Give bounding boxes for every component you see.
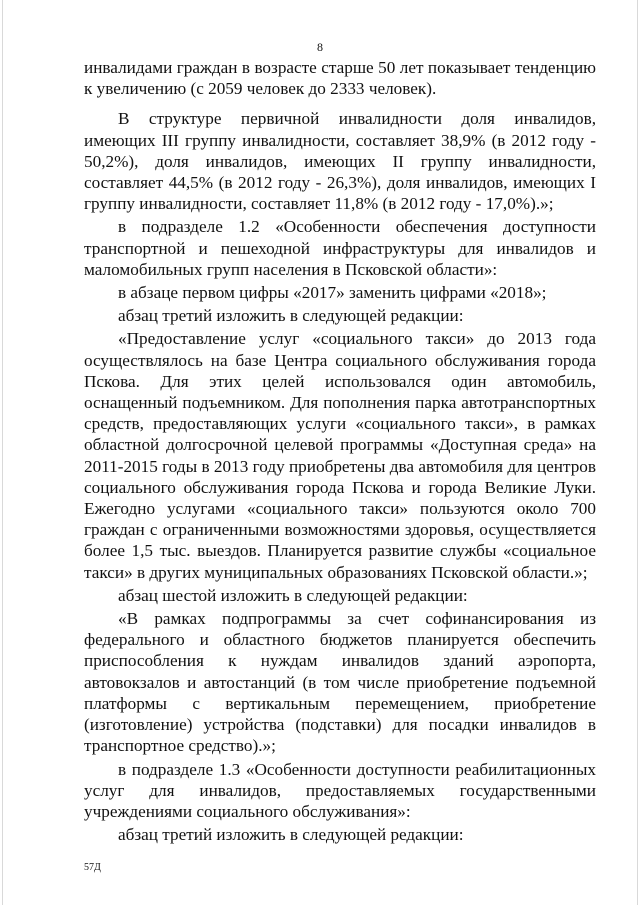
page-number: 8 — [317, 40, 323, 54]
paragraph-4: в абзаце первом цифры «2017» заменить цифрами «2018»; — [118, 283, 547, 303]
paragraph-2: В структуре первичной инвалидности доля инвалидов, имеющих III группу инвалидности, составляет 38,9% (в 2012 году - 50,2%), доля инвалидов, имеющих II группу инвалидности, составляет 44,5% (в 2012 году - 26,3%), доля инвалидов, имеющих I группу инвалидности, составляет 11,8% (в 2012 году - 17,0%).»; — [84, 109, 596, 214]
paragraph-10: абзац третий изложить в следующей редакции: — [118, 825, 464, 845]
scan-left-edge — [2, 0, 3, 905]
paragraph-5: абзац третий изложить в следующей редакции: — [118, 306, 464, 326]
footer-code: 57Д — [84, 862, 101, 873]
paragraph-7: абзац шестой изложить в следующей редакции: — [118, 585, 468, 605]
scan-right-edge — [637, 0, 638, 905]
paragraph-1: инвалидами граждан в возрасте старше 50 лет показывает тенденцию к увеличению (с 2059 человек до 2333 человек). — [84, 58, 596, 99]
paragraph-8: «В рамках подпрограммы за счет софинансирования из федерального и областного бюджетов планируется обеспечить приспособления к нуждам инвалидов зданий аэропорта, автовокзалов и автостанций (в том числе приобретение подъемной платформы с вертикальным перемещением, приобретение (изготовление) устройства (подставки) для посадки инвалидов в транспортное средство).»; — [84, 609, 596, 756]
paragraph-9: в подразделе 1.3 «Особенности доступности реабилитационных услуг для инвалидов, предоставляемых государственными учреждениями социального обслуживания»: — [84, 759, 596, 821]
document-body — [84, 57, 596, 845]
paragraph-6: «Предоставление услуг «социального такси» до 2013 года осуществлялось на базе Центра социального обслуживания города Пскова. Для этих целей использовался один автомобиль, оснащенный подъемником. Для пополнения парка автотранспортных средств, предоставляющих услуги «социального такси», в рамках областной долгосрочной целевой программы «Доступная среда» на 2011-2015 годы в 2013 году приобретены два автомобиля для центров социального обслуживания города Пскова и города Великие Луки. Ежегодно услугами «социального такси» пользуются около 700 граждан с ограниченными возможностями здоровья, осуществляется более 1,5 тыс. выездов. Планируется развитие службы «социальное такси» в других муниципальных образованиях Псковской области.»; — [84, 329, 596, 582]
paragraph-3: в подразделе 1.2 «Особенности обеспечения доступности транспортной и пешеходной инфраструктуры для инвалидов и маломобильных групп населения в Псковской области»: — [84, 217, 596, 279]
